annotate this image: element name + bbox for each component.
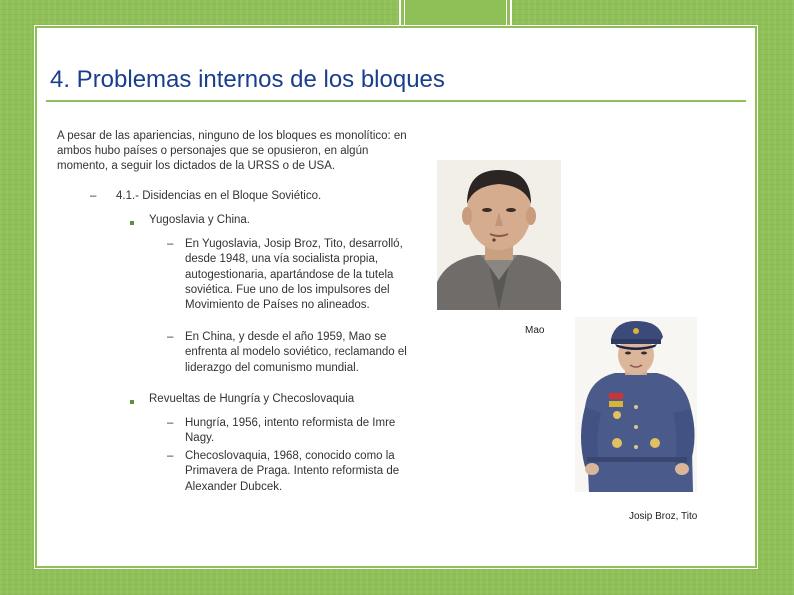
mao-portrait-image	[437, 160, 561, 310]
list-item-label: Yugoslavia y China.	[149, 214, 251, 226]
dash-bullet: –	[167, 417, 174, 429]
dash-bullet: –	[167, 238, 174, 250]
dash-bullet: –	[167, 450, 174, 462]
mao-portrait-drawing	[437, 160, 561, 310]
subitem-text: Hungría, 1956, intento reformista de Imre Nagy.	[185, 417, 396, 445]
square-bullet-icon	[130, 221, 134, 225]
slide-title: 4. Problemas internos de los bloques	[50, 66, 445, 93]
list-item-label: Revueltas de Hungría y Checoslovaquia	[149, 393, 355, 405]
subitem-text: Checoslovaquia, 1968, conocido como la Primavera de Praga. Intento reformista de Alexander Dubcek.	[185, 450, 400, 493]
subitem-text: En Yugoslavia, Josip Broz, Tito, desarrolló, desde 1948, una vía socialista propia, autogestionaria, apartándose de la tutela soviética. Fue uno de los impulsores del Movimiento de Países no alineados.	[185, 238, 403, 312]
dash-bullet: –	[90, 190, 97, 202]
dash-bullet: –	[167, 331, 174, 343]
title-divider	[46, 100, 746, 102]
mao-caption: Mao	[525, 325, 545, 336]
subitem-text: En China, y desde el año 1959, Mao se enfrenta al modelo soviético, reclamando el liderazgo del comunismo mundial.	[185, 331, 407, 374]
section-heading-text: 4.1.- Disidencias en el Bloque Soviético.	[116, 190, 322, 202]
square-bullet-icon	[130, 400, 134, 404]
tito-portrait-image	[575, 317, 697, 492]
tito-caption: Josip Broz, Tito	[629, 511, 698, 522]
intro-paragraph: A pesar de las apariencias, ninguno de los bloques es monolítico: en ambos hubo países o personajes que se opusieron, en algún momento, a seguir los dictados de la URSS o de USA.	[57, 130, 407, 172]
tito-portrait-drawing	[575, 317, 697, 492]
